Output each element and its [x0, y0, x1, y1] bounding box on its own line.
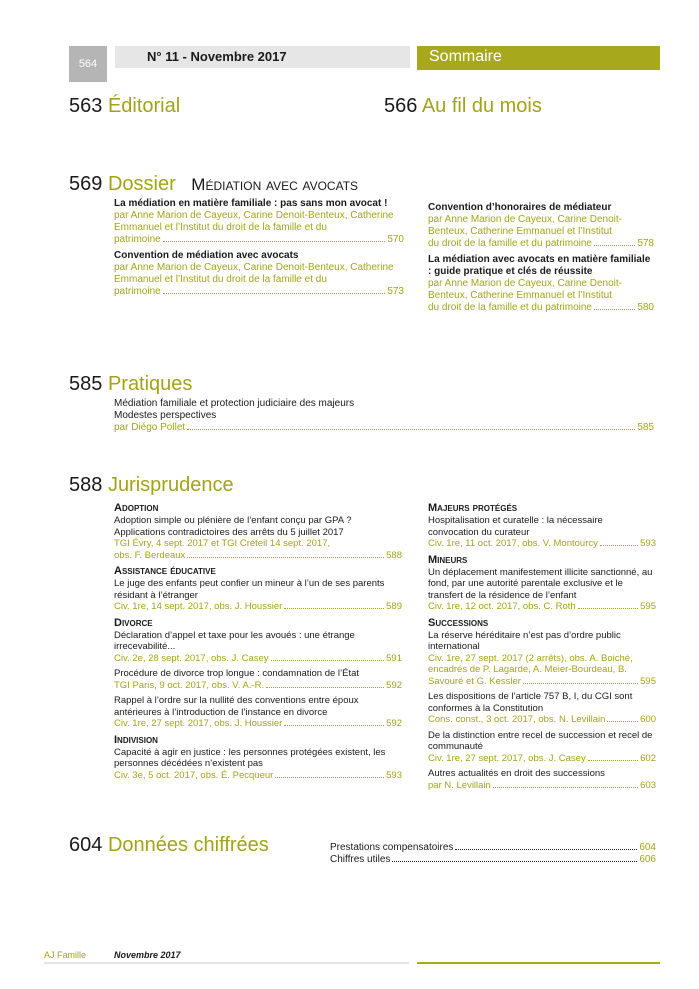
- section-fil-page: 566: [384, 95, 418, 117]
- category-label: Divorce: [114, 616, 153, 629]
- juris-right-column: [428, 502, 656, 795]
- entry-text: Rappel à l’ordre sur la nullité des conventions entre époux antérieures à l’introduction de l’instance en divorce: [114, 695, 359, 718]
- entry-page: 573: [387, 286, 404, 297]
- entry-subtitle: Modestes perspectives: [114, 410, 217, 421]
- dossier-right-column: [428, 202, 654, 318]
- entry-text: Autres actualités en droit des successions: [428, 768, 605, 779]
- entry-text: Procédure de divorce trop longue : condamnation de l’État: [114, 668, 360, 679]
- section-jurisprudence-page: 588: [69, 474, 103, 496]
- entry-text: La réserve héréditaire n’est pas d’ordre public international: [428, 629, 621, 652]
- section-pratiques-page: 585: [69, 373, 103, 395]
- dossier-left-column: [114, 198, 404, 302]
- entry-page: 588: [386, 549, 402, 561]
- section-dossier[interactable]: [69, 172, 358, 197]
- entry-ref: Civ. 1re, 12 oct. 2017, obs. C. Roth: [428, 601, 576, 612]
- entry-authors-end: du droit de la famille et du patrimoine: [428, 302, 592, 313]
- section-pratiques-title: Pratiques: [107, 373, 193, 395]
- entry-title: Prestations compensatoires: [330, 842, 454, 853]
- section-label: Sommaire: [417, 46, 660, 68]
- entry-authors-end: du droit de la famille et du patrimoine: [428, 238, 592, 249]
- donnees-list: [330, 842, 656, 866]
- entry-text: Un déplacement manifestement illicite sanctionné, au fond, par une autorité parentale exclusive et le transfert de la résidence de l’enfant: [428, 566, 653, 601]
- entry-authors: par Anne Marion de Cayeux, Carine Denoit-Benteux, Catherine Emmanuel et l’Institut: [428, 214, 622, 237]
- section-editorial[interactable]: [69, 94, 180, 118]
- footer-date: Novembre 2017: [114, 950, 181, 960]
- dossier-entry[interactable]: [428, 254, 654, 314]
- section-jurisprudence-title: Jurisprudence: [107, 474, 234, 496]
- entry-ref: Cons. const., 3 oct. 2017, obs. N. Levillain: [428, 714, 606, 725]
- dossier-entry[interactable]: [114, 198, 404, 246]
- entry-ref-end: Savouré et G. Kessler: [428, 675, 521, 687]
- section-fil[interactable]: [384, 94, 542, 118]
- dossier-entry[interactable]: [428, 202, 654, 250]
- juris-entry[interactable]: [114, 617, 402, 730]
- entry-ref-end: obs. F. Berdeaux: [114, 549, 186, 561]
- entry-page: 591: [386, 652, 402, 664]
- juris-left-column: [114, 502, 402, 785]
- entry-page: 595: [640, 601, 656, 612]
- entry-ref: Civ. 1re, 27 sept. 2017 (2 arrêts), obs. A. Boiché,: [428, 652, 633, 664]
- footer-rule-right: [417, 962, 660, 964]
- category-label: Assistance éducative: [114, 565, 216, 577]
- section-dossier-page: 569: [69, 173, 103, 195]
- entry-text: Déclaration d’appel et taxe pour les avoués : une étrange irrecevabilité...: [114, 629, 355, 652]
- entry-text: De la distinction entre recel de succession et recel de communauté: [428, 729, 653, 752]
- entry-page: 580: [637, 302, 654, 313]
- pratiques-entry[interactable]: [114, 398, 654, 434]
- section-editorial-title: Éditorial: [107, 95, 181, 117]
- entry-ref: encadrés de P. Lagarde, A. Meier-Bourdeau, B.: [428, 664, 627, 675]
- entry-page: 570: [387, 234, 404, 245]
- section-pratiques[interactable]: [69, 372, 192, 396]
- juris-entry[interactable]: [114, 734, 402, 782]
- entry-page: 592: [386, 679, 402, 691]
- entry-title: La médiation en matière familiale : pas sans mon avocat !: [114, 198, 388, 209]
- category-label: Adoption: [114, 502, 159, 514]
- juris-entry[interactable]: [114, 502, 402, 561]
- entry-page: 592: [386, 718, 402, 729]
- dossier-entry[interactable]: [114, 250, 404, 298]
- entry-page: 606: [639, 854, 656, 865]
- entry-authors-end: patrimoine: [114, 286, 161, 297]
- entry-text: Capacité à agir en justice : les personnes protégées existent, les personnes décédées n’existent pas: [114, 746, 386, 769]
- category-label: Mineurs: [428, 553, 468, 566]
- entry-ref: TGI Évry, 4 sept. 2017 et TGI Créteil 14 sept. 2017,: [114, 538, 331, 549]
- entry-ref: Civ. 1re, 27 sept. 2017, obs. J. Houssier: [114, 718, 283, 729]
- entry-ref: Civ. 2e, 28 sept. 2017, obs. J. Casey: [114, 652, 269, 664]
- entry-page: 578: [637, 238, 654, 249]
- entry-ref: Civ. 3e, 5 oct. 2017, obs. É. Pecqueur: [114, 769, 274, 781]
- entry-text: Adoption simple ou plénière de l’enfant conçu par GPA ? Applications contradictoires des arrêts du 5 juillet 2017: [114, 515, 352, 538]
- donnees-entry[interactable]: [330, 842, 656, 854]
- section-fil-title: Au fil du mois: [421, 95, 542, 117]
- issue-label: N° 11 - Novembre 2017: [115, 46, 410, 68]
- entry-title: La médiation avec avocats en matière familiale : guide pratique et clés de réussite: [428, 254, 651, 277]
- entry-author: par Diégo Pollet: [114, 422, 186, 433]
- entry-page: 589: [386, 601, 402, 612]
- entry-ref: Civ. 1re, 11 oct. 2017, obs. V. Montourcy: [428, 538, 598, 549]
- entry-text: Le juge des enfants peut confier un mineur à l’un de ses parents résidant à l’étranger: [114, 578, 385, 601]
- entry-ref: Civ. 1re, 27 sept. 2017, obs. J. Casey: [428, 752, 586, 764]
- entry-authors-end: patrimoine: [114, 234, 161, 245]
- header-rule: [417, 68, 660, 70]
- category-label: Indivision: [114, 733, 158, 746]
- entry-page: 600: [640, 714, 656, 725]
- section-dossier-subtitle: Médiation avec avocats: [191, 175, 359, 194]
- category-label: Majeurs protégés: [428, 502, 518, 514]
- entry-page: 603: [640, 779, 656, 791]
- entry-title: Chiffres utiles: [330, 854, 391, 865]
- juris-entry[interactable]: [114, 565, 402, 613]
- entry-page: 602: [640, 752, 656, 764]
- entry-authors: par Anne Marion de Cayeux, Carine Denoit-Benteux, Catherine Emmanuel et l’Institut: [428, 278, 622, 301]
- entry-page: 593: [640, 538, 656, 549]
- entry-title: Médiation familiale et protection judiciaire des majeurs: [114, 398, 355, 409]
- entry-title: Convention de médiation avec avocats: [114, 250, 299, 261]
- page-number: 564: [69, 46, 107, 82]
- section-jurisprudence[interactable]: [69, 473, 234, 497]
- entry-text: Les dispositions de l’article 757 B, I, du CGI sont conformes à la Constitution: [428, 691, 633, 714]
- footer-rule-left: [44, 962, 409, 964]
- juris-entry[interactable]: [428, 617, 656, 792]
- entry-ref: par N. Levillain: [428, 779, 491, 791]
- footer-journal: AJ Famille: [44, 950, 87, 960]
- section-editorial-page: 563: [69, 95, 103, 117]
- donnees-entry[interactable]: [330, 854, 656, 866]
- entry-page: 593: [386, 769, 402, 781]
- entry-title: Convention d’honoraires de médiateur: [428, 202, 612, 213]
- entry-page: 604: [639, 842, 656, 853]
- entry-ref: Civ. 1re, 14 sept. 2017, obs. J. Houssier: [114, 601, 283, 612]
- entry-page: 585: [637, 422, 654, 433]
- juris-entry[interactable]: [428, 502, 656, 550]
- entry-ref: TGI Paris, 9 oct. 2017, obs. V. A.-R.: [114, 679, 265, 691]
- section-donnees-title: Données chiffrées: [107, 834, 269, 856]
- entry-authors: par Anne Marion de Cayeux, Carine Denoit-Benteux, Catherine Emmanuel et l’Institut du droit de la famille et du: [114, 262, 394, 285]
- entry-authors: par Anne Marion de Cayeux, Carine Denoit-Benteux, Catherine Emmanuel et l’Institut du droit de la famille et du: [114, 210, 394, 233]
- section-donnees-page: 604: [69, 834, 103, 856]
- section-dossier-title: Dossier: [107, 173, 176, 195]
- juris-entry[interactable]: [428, 554, 656, 613]
- entry-text: Hospitalisation et curatelle : la nécessaire convocation du curateur: [428, 515, 603, 538]
- entry-page: 595: [640, 675, 656, 687]
- category-label: Successions: [428, 616, 489, 629]
- section-donnees[interactable]: [69, 833, 269, 857]
